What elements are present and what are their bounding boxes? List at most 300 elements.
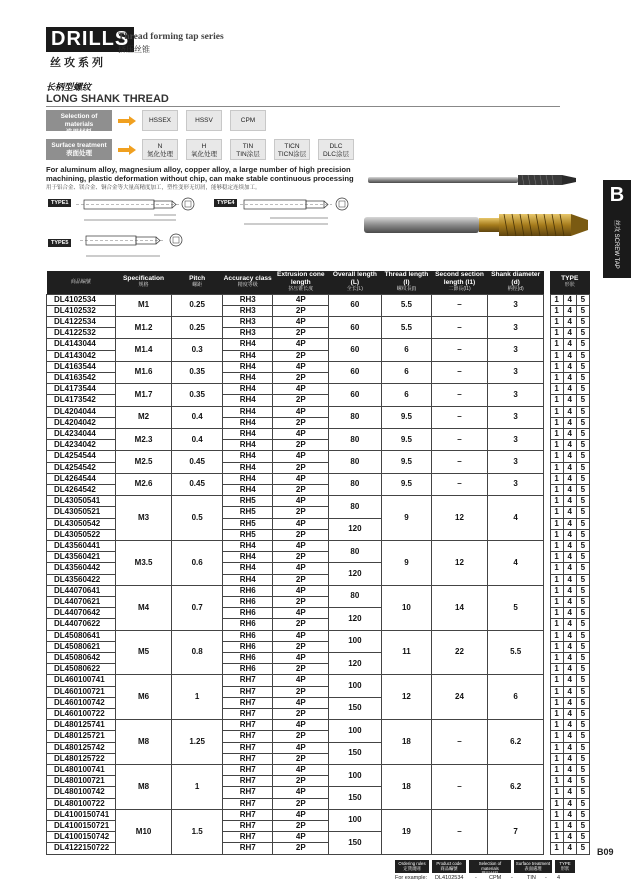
extrusion-cell: 4P (273, 697, 329, 708)
spec-cell: M1.2 (115, 316, 172, 338)
description: For aluminum alloy, magnesium alloy, copper alloy, a large number of high precision machining, plastic deformation without chip, can make stable continuous processing (46, 165, 354, 183)
pitch-cell: 0.25 (172, 294, 223, 316)
extrusion-cell: 4P (273, 496, 329, 507)
type-cell: 4 (563, 675, 576, 686)
thread-length-cell: 18 (381, 720, 432, 765)
extrusion-cell: 2P (273, 731, 329, 742)
extrusion-cell: 4P (273, 540, 329, 551)
type-cell: 5 (576, 798, 589, 809)
type-cell: 1 (550, 798, 563, 809)
type-cell: 5 (576, 563, 589, 574)
thread-length-cell: 9.5 (381, 451, 432, 473)
extrusion-cell: 2P (273, 574, 329, 585)
surface-option-dlc: DLC DLC涂层 (318, 139, 354, 160)
type-cell: 5 (576, 765, 589, 776)
type-cell: 4 (563, 294, 576, 305)
shank-diameter-cell: 3 (487, 294, 544, 316)
section-side-label: 丝攻 SCREW TAP (613, 220, 619, 269)
second-section-cell: 22 (432, 630, 488, 675)
type-cell: 1 (550, 686, 563, 697)
pitch-cell: 1.25 (172, 720, 223, 765)
edp-code-cell: DL460100721 (47, 686, 116, 697)
edp-code-cell: DL460100722 (47, 709, 116, 720)
type-cell: 1 (550, 496, 563, 507)
pitch-cell: 1 (172, 675, 223, 720)
order-cell-rules: Ordering rules 定貨規則 (395, 860, 429, 873)
accuracy-cell: RH6 (222, 596, 273, 607)
accuracy-cell: RH7 (222, 832, 273, 843)
edp-code-cell: DL480125741 (47, 720, 116, 731)
edp-code-cell: DL44070642 (47, 608, 116, 619)
type-cell: 5 (576, 305, 589, 316)
spec-cell: M8 (115, 765, 172, 810)
type1-tag: TYPE1 (48, 199, 71, 207)
edp-code-cell: DL4122534 (47, 316, 116, 327)
pitch-cell: 0.7 (172, 585, 223, 630)
type-cell: 4 (563, 361, 576, 372)
overall-length-cell: 120 (329, 518, 382, 540)
type-cell: 5 (576, 809, 589, 820)
accuracy-cell: RH4 (222, 484, 273, 495)
table-row (47, 765, 590, 776)
material-option-cpm: CPM (230, 110, 266, 131)
type-cell: 1 (550, 361, 563, 372)
type-cell: 1 (550, 518, 563, 529)
type-cell: 4 (563, 372, 576, 383)
surface-option-ticn: TICN TICN涂层 (274, 139, 310, 160)
example-type: 4 (557, 875, 561, 881)
extrusion-cell: 2P (273, 709, 329, 720)
thread-length-cell: 6 (381, 384, 432, 406)
thread-length-cell: 11 (381, 630, 432, 675)
overall-length-cell: 120 (329, 563, 382, 585)
accuracy-cell: RH3 (222, 294, 273, 305)
type-cell: 1 (550, 395, 563, 406)
second-section-cell: – (432, 384, 488, 406)
type-cell: 1 (550, 372, 563, 383)
accuracy-cell: RH4 (222, 372, 273, 383)
overall-length-cell: 60 (329, 316, 382, 338)
type-cell: 4 (563, 843, 576, 854)
type-cell: 4 (563, 406, 576, 417)
edp-code-cell: DL4100150741 (47, 809, 116, 820)
type-cell: 5 (576, 731, 589, 742)
edp-code-cell: DL4234044 (47, 428, 116, 439)
type-cell: 1 (550, 664, 563, 675)
type-cell: 5 (576, 484, 589, 495)
type-cell: 1 (550, 316, 563, 327)
type-cell: 4 (563, 821, 576, 832)
col-extrusion: Extrusion cone length 挤压锥长度 (273, 271, 329, 294)
type-cell: 5 (576, 697, 589, 708)
accuracy-cell: RH4 (222, 473, 273, 484)
order-cell-material: Selection of materials 選用材料 (469, 860, 511, 873)
col-shank-diameter: Shank diameter (d) 柄徑(d) (487, 271, 544, 294)
type-cell: 1 (550, 339, 563, 350)
type-cell: 1 (550, 328, 563, 339)
type-cell: 4 (563, 787, 576, 798)
type-cell: 5 (576, 585, 589, 596)
table-row (47, 496, 590, 507)
thread-length-cell: 6 (381, 339, 432, 361)
overall-length-cell: 100 (329, 765, 382, 787)
type-cell: 4 (563, 350, 576, 361)
pitch-cell: 0.45 (172, 451, 223, 473)
accuracy-cell: RH7 (222, 821, 273, 832)
type-cell: 5 (576, 641, 589, 652)
edp-code-cell: DL4122532 (47, 328, 116, 339)
accuracy-cell: RH6 (222, 608, 273, 619)
order-cell-type: TYPE 形狀 (555, 860, 575, 873)
type-cell: 4 (563, 664, 576, 675)
extrusion-cell: 4P (273, 742, 329, 753)
type-cell: 4 (563, 316, 576, 327)
type-cell: 4 (563, 462, 576, 473)
edp-code-cell: DL460100742 (47, 697, 116, 708)
extrusion-cell: 4P (273, 765, 329, 776)
spec-cell: M3.5 (115, 540, 172, 585)
type-cell: 5 (576, 440, 589, 451)
type-cell: 1 (550, 294, 563, 305)
shank-diameter-cell: 3 (487, 428, 544, 450)
extrusion-cell: 4P (273, 608, 329, 619)
type-cell: 5 (576, 630, 589, 641)
shank-diameter-cell: 7 (487, 809, 544, 854)
materials-row (46, 110, 274, 136)
edp-code-cell: DL4254544 (47, 451, 116, 462)
extrusion-cell: 4P (273, 809, 329, 820)
brand-subtitle: Thread forming tap series (118, 32, 224, 42)
type-cell: 5 (576, 395, 589, 406)
overall-length-cell: 80 (329, 451, 382, 473)
shank-diameter-cell: 3 (487, 473, 544, 495)
type-cell: 5 (576, 742, 589, 753)
extrusion-cell: 2P (273, 507, 329, 518)
type-cell: 4 (563, 339, 576, 350)
type-cell: 4 (563, 305, 576, 316)
extrusion-cell: 2P (273, 417, 329, 428)
type-cell: 1 (550, 440, 563, 451)
example-material: CPM (489, 875, 502, 881)
accuracy-cell: RH5 (222, 507, 273, 518)
type-cell: 1 (550, 619, 563, 630)
shank-diameter-cell: 5 (487, 585, 544, 630)
accuracy-cell: RH4 (222, 339, 273, 350)
order-cell-code: Product code 商品編號 (432, 860, 466, 873)
pitch-cell: 1 (172, 765, 223, 810)
edp-code-cell: DL480125722 (47, 753, 116, 764)
spec-cell: M1 (115, 294, 172, 316)
edp-code-cell: DL4264542 (47, 484, 116, 495)
extrusion-cell: 2P (273, 753, 329, 764)
table-row (47, 809, 590, 820)
type-cell: 4 (563, 619, 576, 630)
extrusion-cell: 2P (273, 440, 329, 451)
type-cell: 5 (576, 664, 589, 675)
section-divider (46, 106, 560, 107)
shank-diameter-cell: 3 (487, 339, 544, 361)
surface-row (46, 139, 362, 160)
surface-option-tin: TIN TIN涂层 (230, 139, 266, 160)
overall-length-cell: 100 (329, 809, 382, 831)
accuracy-cell: RH4 (222, 428, 273, 439)
edp-code-cell: DL44070622 (47, 619, 116, 630)
extrusion-cell: 2P (273, 619, 329, 630)
type-cell: 1 (550, 675, 563, 686)
overall-length-cell: 60 (329, 384, 382, 406)
spec-cell: M2.6 (115, 473, 172, 495)
shank-diameter-cell: 5.5 (487, 630, 544, 675)
accuracy-cell: RH6 (222, 641, 273, 652)
second-section-cell: – (432, 339, 488, 361)
overall-length-cell: 80 (329, 406, 382, 428)
edp-code-cell: DL460100741 (47, 675, 116, 686)
type-cell: 5 (576, 821, 589, 832)
extrusion-cell: 4P (273, 361, 329, 372)
edp-code-cell: DL4254542 (47, 462, 116, 473)
pitch-cell: 0.4 (172, 406, 223, 428)
brand-block (46, 27, 224, 54)
pitch-cell: 0.4 (172, 428, 223, 450)
overall-length-cell: 80 (329, 585, 382, 607)
edp-code-cell: DL480125721 (47, 731, 116, 742)
accuracy-cell: RH7 (222, 809, 273, 820)
shank-diameter-cell: 6.2 (487, 765, 544, 810)
type-cell: 1 (550, 787, 563, 798)
type-cell: 5 (576, 328, 589, 339)
material-option-hssv: HSSV (186, 110, 222, 131)
extrusion-cell: 2P (273, 596, 329, 607)
accuracy-cell: RH4 (222, 395, 273, 406)
extrusion-cell: 2P (273, 328, 329, 339)
table-row (47, 473, 590, 484)
type-cell: 5 (576, 608, 589, 619)
edp-code-cell: DL4100150742 (47, 832, 116, 843)
extrusion-cell: 2P (273, 462, 329, 473)
type-cell: 1 (550, 608, 563, 619)
type-cell: 5 (576, 619, 589, 630)
extrusion-cell: 2P (273, 395, 329, 406)
overall-length-cell: 150 (329, 832, 382, 854)
thread-length-cell: 9.5 (381, 473, 432, 495)
shank-diameter-cell: 3 (487, 406, 544, 428)
thread-length-cell: 5.5 (381, 316, 432, 338)
table-row (47, 316, 590, 327)
overall-length-cell: 60 (329, 361, 382, 383)
type-cell: 1 (550, 832, 563, 843)
surface-option-n: N 氮化处理 (142, 139, 178, 160)
extrusion-cell: 2P (273, 776, 329, 787)
extrusion-cell: 2P (273, 350, 329, 361)
type-cell: 4 (563, 395, 576, 406)
extrusion-cell: 4P (273, 339, 329, 350)
type-cell: 4 (563, 809, 576, 820)
type-cell: 5 (576, 428, 589, 439)
type-cell: 1 (550, 305, 563, 316)
table-header-row (47, 271, 590, 294)
extrusion-cell: 2P (273, 798, 329, 809)
accuracy-cell: RH7 (222, 765, 273, 776)
edp-code-cell: DL4163544 (47, 361, 116, 372)
accuracy-cell: RH4 (222, 563, 273, 574)
accuracy-cell: RH4 (222, 417, 273, 428)
second-section-cell: – (432, 428, 488, 450)
accuracy-cell: RH6 (222, 619, 273, 630)
extrusion-cell: 2P (273, 843, 329, 854)
type-cell: 5 (576, 787, 589, 798)
brand-subtitle-cn: 挤压丝锥 (118, 45, 150, 54)
type-cell: 5 (576, 832, 589, 843)
extrusion-cell: 4P (273, 384, 329, 395)
extrusion-cell: 4P (273, 585, 329, 596)
spec-cell: M2.5 (115, 451, 172, 473)
thread-length-cell: 12 (381, 675, 432, 720)
thread-length-cell: 10 (381, 585, 432, 630)
type-cell: 4 (563, 596, 576, 607)
col-spec: Specification 规格 (115, 271, 172, 294)
shank-diameter-cell: 4 (487, 540, 544, 585)
spec-cell: M6 (115, 675, 172, 720)
spec-table (46, 271, 590, 855)
type-cell: 4 (563, 540, 576, 551)
edp-code-cell: DL44070621 (47, 596, 116, 607)
extrusion-cell: 2P (273, 305, 329, 316)
col-edp: 商品编號 (47, 271, 116, 294)
accuracy-cell: RH4 (222, 361, 273, 372)
accuracy-cell: RH7 (222, 776, 273, 787)
thread-length-cell: 9.5 (381, 406, 432, 428)
type-cell: 5 (576, 686, 589, 697)
accuracy-cell: RH7 (222, 697, 273, 708)
type-cell: 1 (550, 630, 563, 641)
type-cell: 1 (550, 585, 563, 596)
second-section-cell: – (432, 473, 488, 495)
overall-length-cell: 100 (329, 675, 382, 697)
edp-code-cell: DL43560422 (47, 574, 116, 585)
thread-length-cell: 6 (381, 361, 432, 383)
type-cell: 1 (550, 742, 563, 753)
overall-length-cell: 150 (329, 787, 382, 809)
arrow-right-icon (116, 115, 138, 127)
edp-code-cell: DL45080621 (47, 641, 116, 652)
example-code: DL4102534 (435, 875, 464, 881)
edp-code-cell: DL43560441 (47, 540, 116, 551)
table-row (47, 428, 590, 439)
edp-code-cell: DL44070641 (47, 585, 116, 596)
type-cell: 4 (563, 832, 576, 843)
second-section-cell: – (432, 720, 488, 765)
shank-diameter-cell: 3 (487, 451, 544, 473)
type-cell: 1 (550, 417, 563, 428)
overall-length-cell: 100 (329, 630, 382, 652)
edp-code-cell: DL480100742 (47, 787, 116, 798)
shank-diameter-cell: 4 (487, 496, 544, 541)
type-cell: 4 (563, 563, 576, 574)
type-cell: 5 (576, 384, 589, 395)
edp-code-cell: DL480100741 (47, 765, 116, 776)
edp-code-cell: DL4163542 (47, 372, 116, 383)
overall-length-cell: 60 (329, 294, 382, 316)
type-cell: 4 (563, 709, 576, 720)
accuracy-cell: RH4 (222, 350, 273, 361)
type-cell: 5 (576, 507, 589, 518)
accuracy-cell: RH7 (222, 731, 273, 742)
spec-table-body (47, 294, 590, 854)
shank-diameter-cell: 3 (487, 361, 544, 383)
arrow-right-icon (116, 144, 138, 156)
pitch-cell: 0.6 (172, 540, 223, 585)
type-cell: 5 (576, 574, 589, 585)
pitch-cell: 0.35 (172, 361, 223, 383)
overall-length-cell: 100 (329, 720, 382, 742)
type-cell: 4 (563, 507, 576, 518)
type-cell: 1 (550, 552, 563, 563)
extrusion-cell: 4P (273, 787, 329, 798)
spec-cell: M8 (115, 720, 172, 765)
extrusion-cell: 4P (273, 518, 329, 529)
section-letter: B (609, 184, 625, 206)
extrusion-cell: 2P (273, 552, 329, 563)
second-section-cell: 12 (432, 496, 488, 541)
type-cell: 4 (563, 630, 576, 641)
type5-diagram (80, 228, 200, 262)
overall-length-cell: 80 (329, 473, 382, 495)
accuracy-cell: RH4 (222, 552, 273, 563)
accuracy-cell: RH4 (222, 406, 273, 417)
edp-code-cell: DL480100721 (47, 776, 116, 787)
edp-code-cell: DL43050521 (47, 507, 116, 518)
material-option-hssex: HSSEX (142, 110, 178, 131)
type-cell: 4 (563, 731, 576, 742)
accuracy-cell: RH4 (222, 462, 273, 473)
type-cell: 4 (563, 776, 576, 787)
edp-code-cell: DL43050541 (47, 496, 116, 507)
accuracy-cell: RH7 (222, 843, 273, 854)
accuracy-cell: RH5 (222, 529, 273, 540)
col-pitch: Pitch 螺距 (172, 271, 223, 294)
pitch-cell: 0.45 (172, 473, 223, 495)
type-cell: 4 (563, 765, 576, 776)
shank-diameter-cell: 6.2 (487, 720, 544, 765)
edp-code-cell: DL43560421 (47, 552, 116, 563)
type-cell: 1 (550, 809, 563, 820)
brand-title: DRILLS (46, 27, 134, 52)
type-cell: 4 (563, 496, 576, 507)
type-cell: 5 (576, 417, 589, 428)
accuracy-cell: RH7 (222, 753, 273, 764)
edp-code-cell: DL4234042 (47, 440, 116, 451)
type-cell: 4 (563, 798, 576, 809)
accuracy-cell: RH7 (222, 798, 273, 809)
accuracy-cell: RH3 (222, 316, 273, 327)
spec-cell: M4 (115, 585, 172, 630)
extrusion-cell: 2P (273, 686, 329, 697)
type-cell: 1 (550, 540, 563, 551)
second-section-cell: – (432, 765, 488, 810)
accuracy-cell: RH6 (222, 664, 273, 675)
col-thread-length: Thread length (l) 螺纹長(l) (381, 271, 432, 294)
accuracy-cell: RH5 (222, 518, 273, 529)
thread-length-cell: 5.5 (381, 294, 432, 316)
overall-length-cell: 80 (329, 540, 382, 562)
example-surface: TIN (527, 875, 536, 881)
pitch-cell: 0.35 (172, 384, 223, 406)
type-cell: 4 (563, 417, 576, 428)
type-cell: 5 (576, 720, 589, 731)
type4-tag: TYPE4 (214, 199, 237, 207)
type-cell: 1 (550, 753, 563, 764)
description-cn: 用于铝合金、镁合金、铜合金等大量高精度加工，塑性变形无切屑，能够稳定连续加工。 (46, 185, 261, 191)
